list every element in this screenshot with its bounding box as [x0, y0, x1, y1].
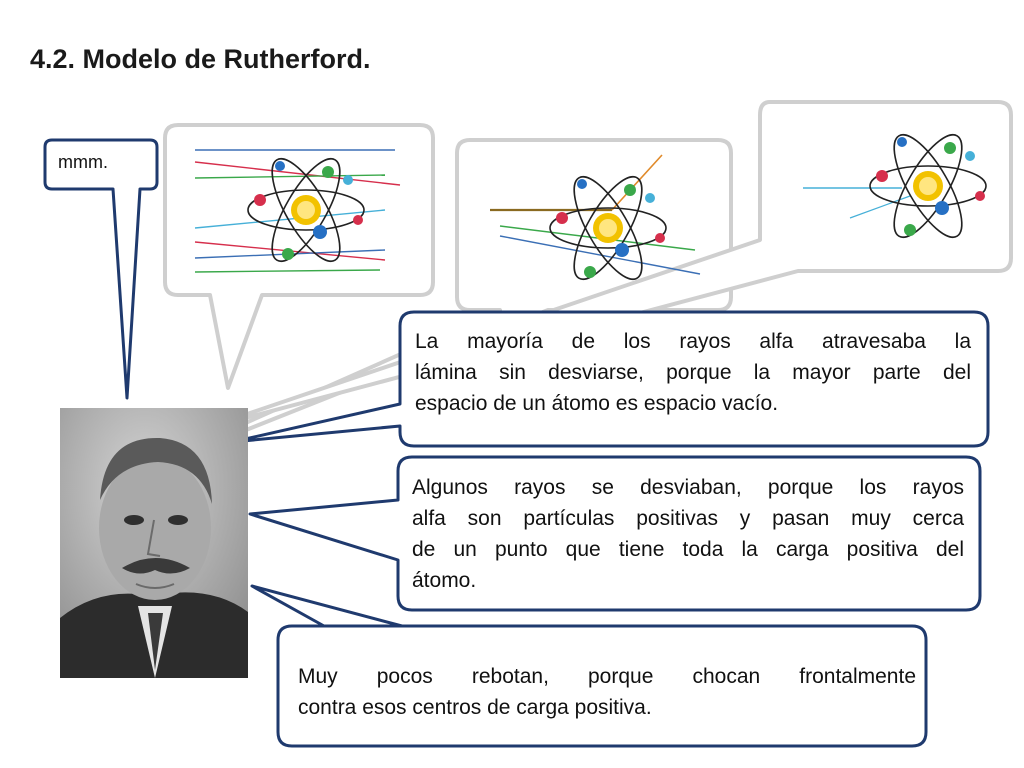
callout-some-line-1: Algunos rayos se desviaban, porque los rayos	[412, 476, 964, 499]
callout-majority-text	[415, 326, 971, 419]
portrait-photo	[60, 408, 248, 678]
callout-majority-line-3: espacio de un átomo es espacio vacío.	[415, 392, 779, 415]
callout-some-line-3: de un punto que tiene toda la carga positiva del	[412, 538, 964, 561]
callout-few-text	[298, 661, 916, 723]
callout-few-line-1: Muy pocos rebotan, porque chocan frontalmente	[298, 665, 916, 688]
callout-some-line-4: átomo.	[412, 569, 477, 592]
callout-majority-line-1: La mayoría de los rayos alfa atravesaba la	[415, 330, 971, 353]
callout-majority-line-2: lámina sin desviarse, porque la mayor parte del	[415, 361, 971, 384]
thought-text: mmm.	[58, 152, 108, 172]
thought-bubble-shape	[45, 140, 157, 398]
callout-some-text	[412, 472, 964, 596]
slide-title: 4.2. Modelo de Rutherford.	[30, 44, 371, 74]
callout-some-line-2: alfa son partículas positivas y pasan muy cerca	[412, 507, 964, 530]
callout-few-line-2: contra esos centros de carga positiva.	[298, 696, 652, 719]
thought-bubble-1	[165, 125, 433, 388]
